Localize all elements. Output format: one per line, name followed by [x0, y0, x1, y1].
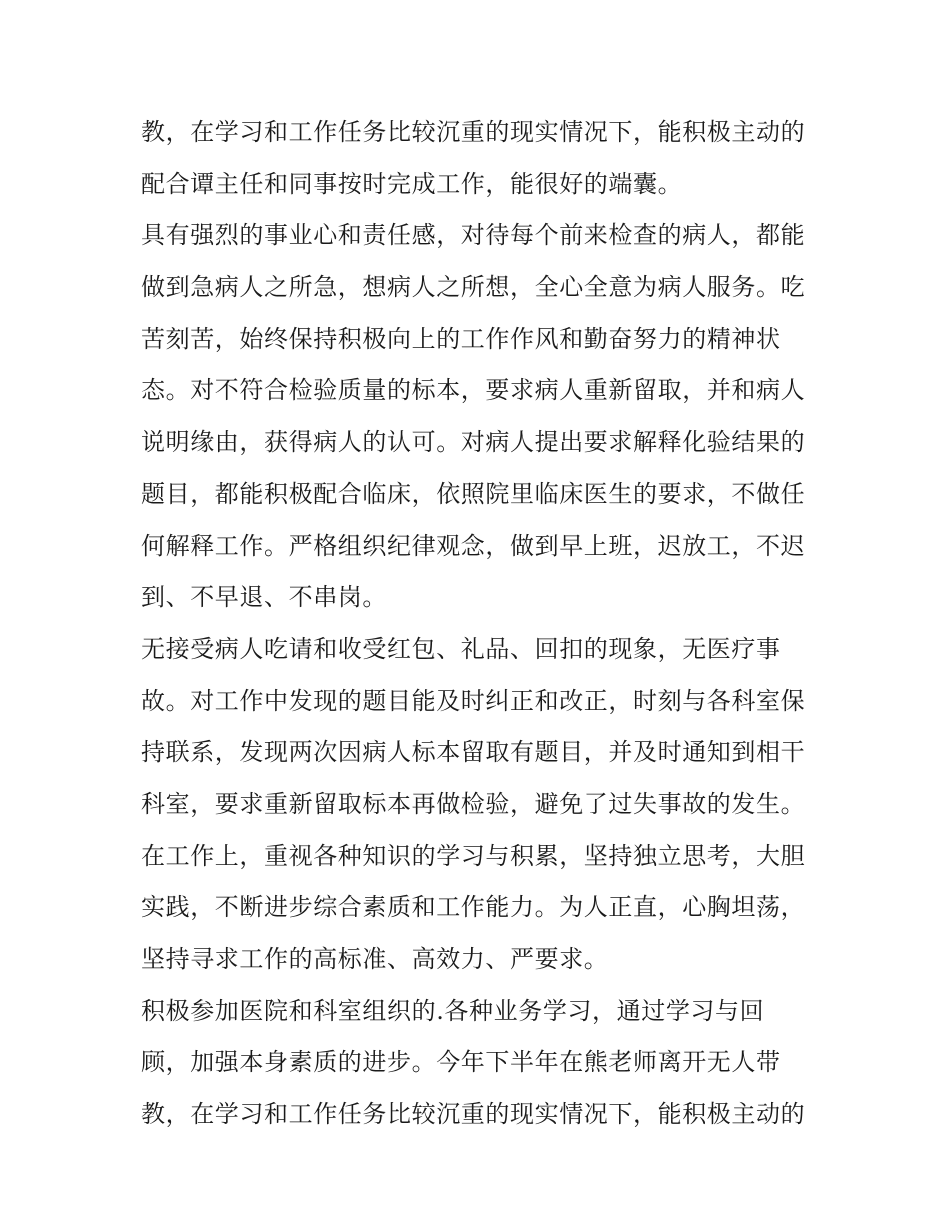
text-line: 到、不早退、不串岗。	[141, 583, 387, 612]
text-line: 持联系，发现两次因病人标本留取有题目，并及时通知到相干	[141, 738, 806, 767]
text-line: 科室，要求重新留取标本再做检验，避免了过失事故的发生。	[141, 789, 806, 818]
text-line: 说明缘由，获得病人的认可。对病人提出要求解释化验结果的	[141, 428, 806, 457]
text-line: 积极参加医院和科室组织的.各种业务学习，通过学习与回	[141, 996, 765, 1025]
text-line: 态。对不符合检验质量的标本，要求病人重新留取，并和病人	[141, 376, 806, 405]
text-line: 在工作上，重视各种知识的学习与积累，坚持独立思考，大胆	[141, 841, 806, 870]
text-line: 实践，不断进步综合素质和工作能力。为人正直，心胸坦荡，	[141, 893, 806, 922]
text-line: 何解释工作。严格组织纪律观念，做到早上班，迟放工，不迟	[141, 531, 806, 560]
text-line: 做到急病人之所急，想病人之所想，全心全意为病人服务。吃	[141, 273, 806, 302]
text-line: 教，在学习和工作任务比较沉重的现实情况下，能积极主动的	[141, 118, 806, 146]
text-line: 坚持寻求工作的高标准、高效力、严要求。	[141, 945, 609, 973]
text-line: 配合谭主任和同事按时完成工作，能很好的端囊。	[141, 169, 683, 198]
text-line: 教，在学习和工作任务比较沉重的现实情况下，能积极主动的	[141, 1100, 806, 1129]
body-text	[141, 107, 821, 1141]
text-line: 无接受病人吃请和收受红包、礼品、回扣的现象，无医疗事	[141, 634, 781, 663]
text-line: 题目，都能积极配合临床，依照院里临床医生的要求，不做任	[141, 479, 806, 508]
text-line: 苦刻苦，始终保持积极向上的工作作风和勤奋努力的精神状	[141, 324, 781, 353]
text-line: 顾，加强本身素质的进步。今年下半年在熊老师离开无人带	[141, 1048, 781, 1077]
text-line: 具有强烈的事业心和责任感，对待每个前来检查的病人，都能	[141, 221, 806, 250]
text-line: 故。对工作中发现的题目能及时纠正和改正，时刻与各科室保	[141, 686, 806, 715]
